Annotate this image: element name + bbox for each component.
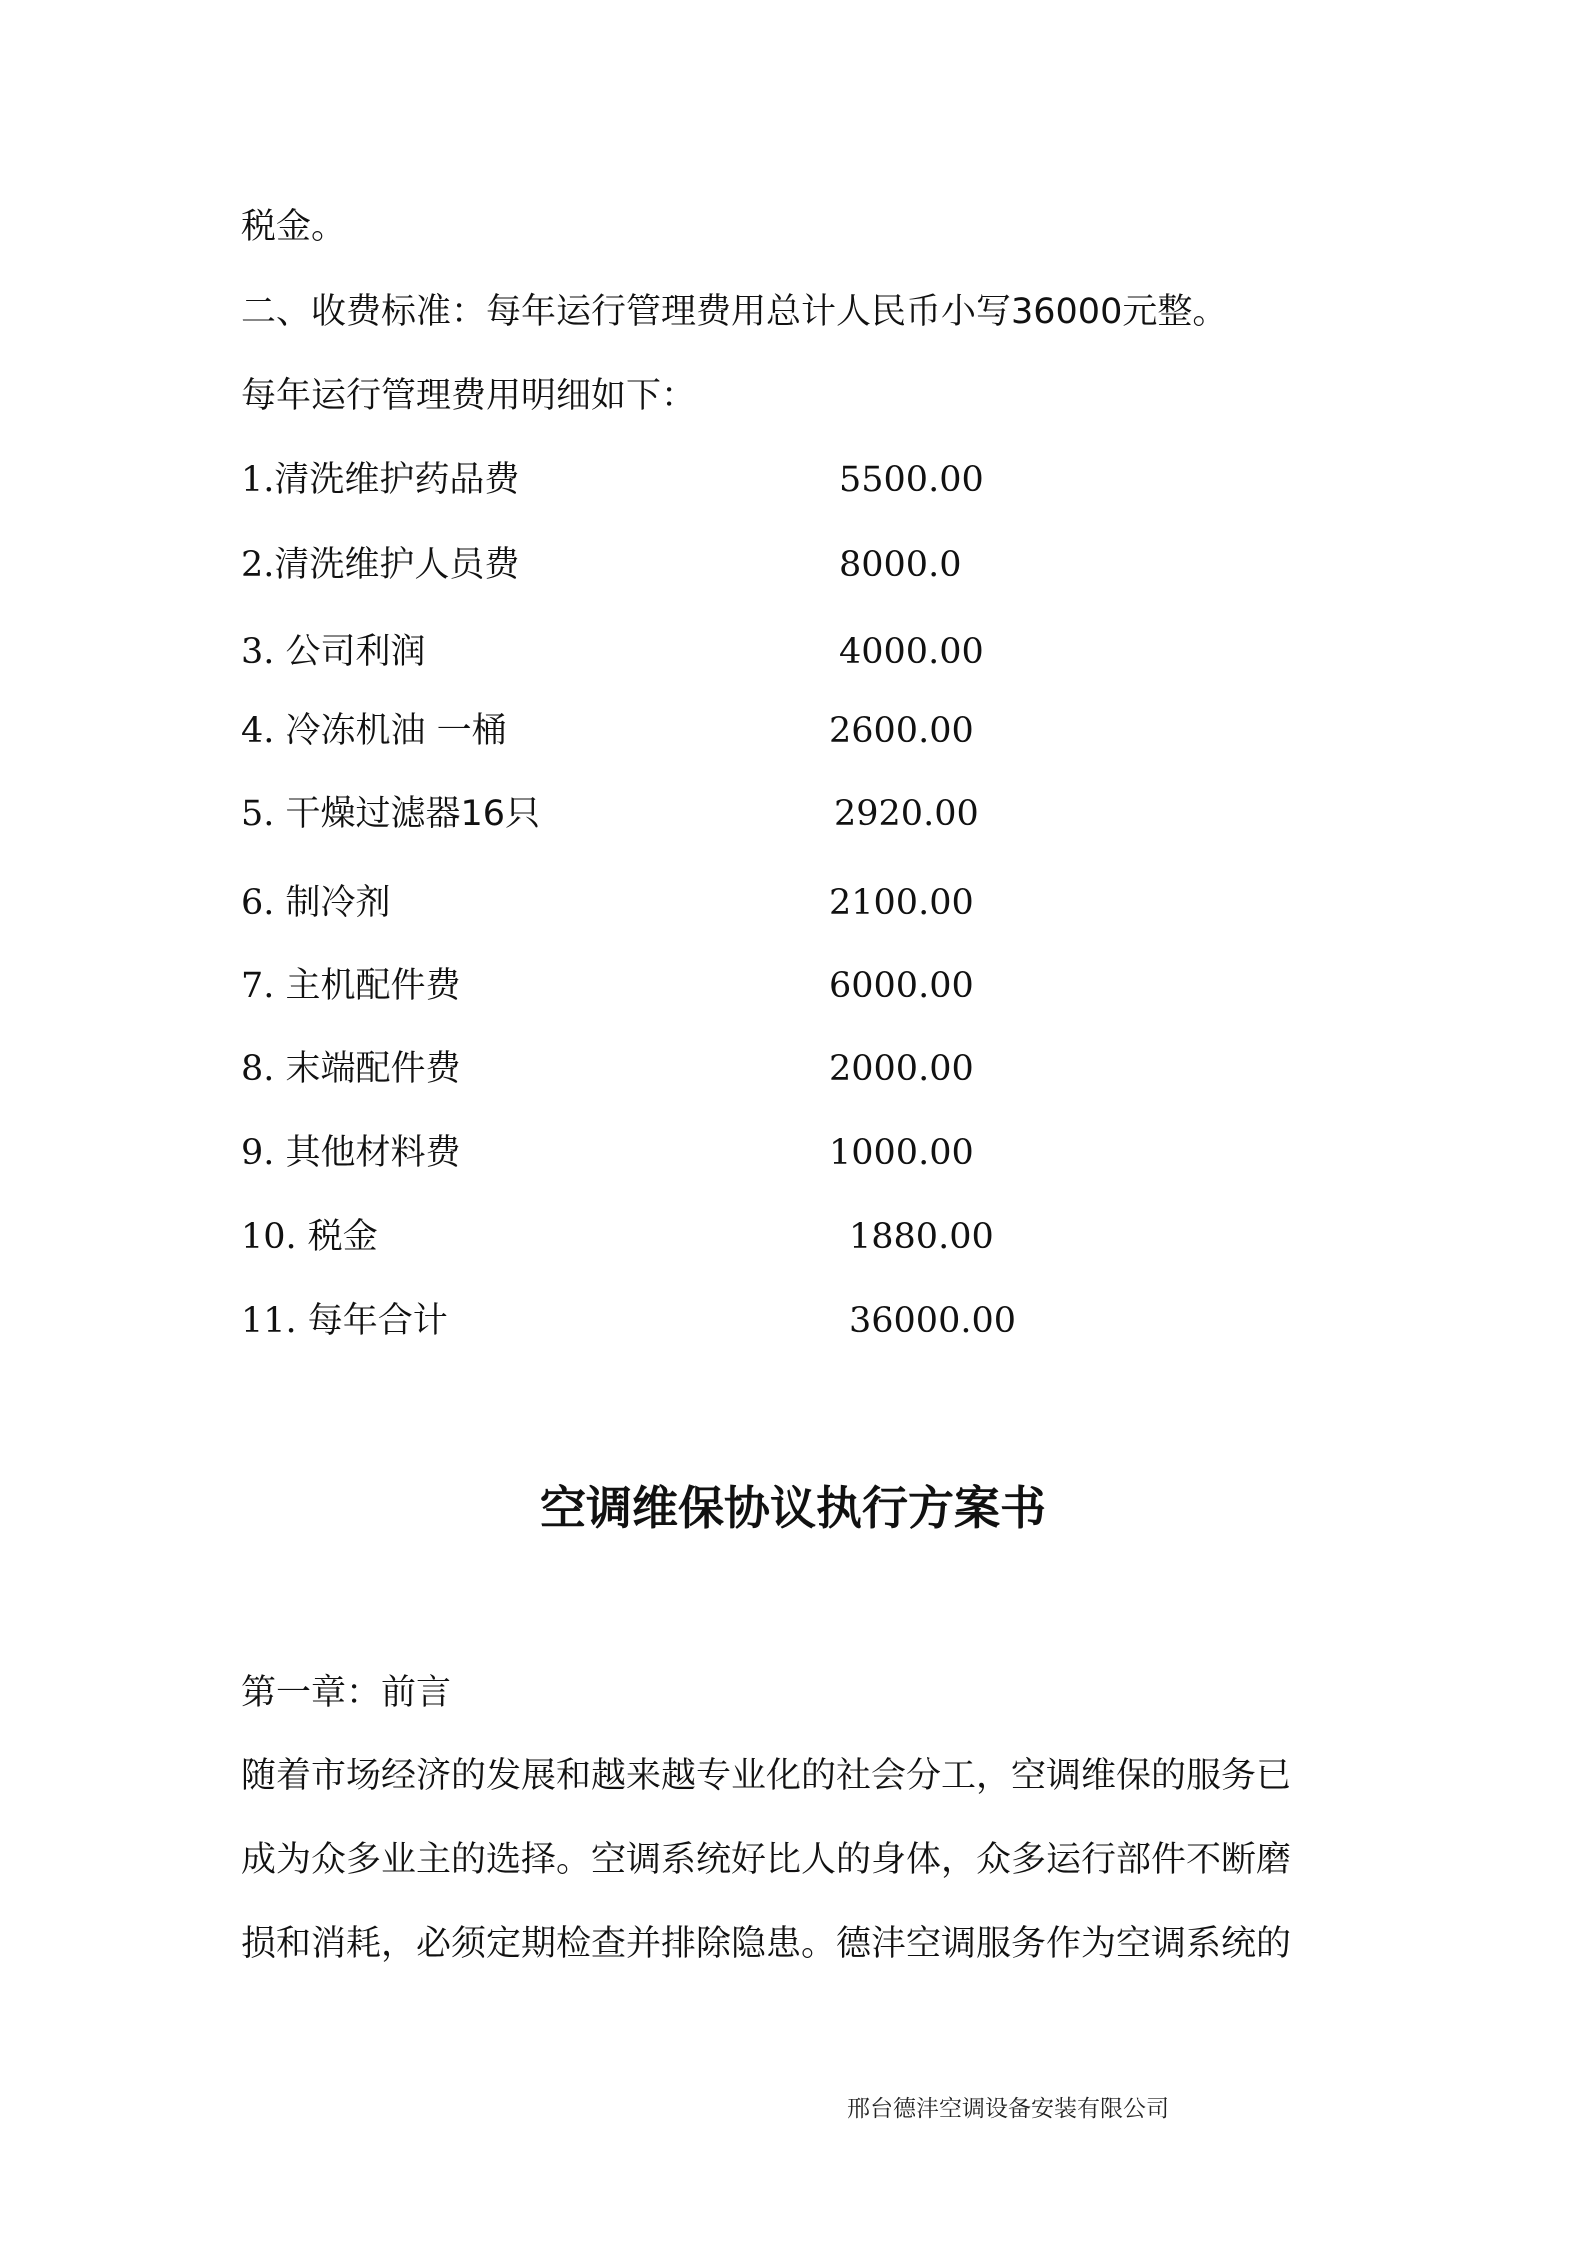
fee-item-number: 7.	[241, 966, 275, 1006]
fee-item-number: 8.	[241, 1049, 275, 1089]
fee-item-name: 其他材料费	[274, 1133, 461, 1173]
fee-item	[241, 792, 540, 836]
fee-item-name: 税金	[296, 1217, 378, 1257]
fee-item	[241, 1215, 378, 1259]
fee-item-number: 9.	[241, 1133, 275, 1173]
fee-item-amount: 2100.00	[829, 883, 974, 923]
fee-item	[241, 1131, 461, 1175]
fee-item-amount: 2000.00	[829, 1049, 974, 1089]
fee-item-name: 末端配件费	[274, 1049, 461, 1089]
tax-line: 税金。	[241, 207, 347, 247]
chapter-heading: 第一章：前言	[241, 1673, 452, 1713]
fee-item	[241, 458, 519, 502]
fee-item-number: 2.	[241, 545, 275, 585]
plan-title: 空调维保协议执行方案书	[540, 1481, 1046, 1535]
fee-item-name: 清洗维护药品费	[274, 460, 520, 500]
fee-detail-heading: 每年运行管理费用明细如下：	[241, 376, 697, 416]
paragraph-line: 成为众多业主的选择。空调系统好比人的身体，众多运行部件不断磨	[241, 1840, 1292, 1880]
fee-item-name: 干燥过滤器16只	[274, 794, 541, 834]
fee-item-name: 每年合计	[296, 1301, 448, 1341]
fee-item-number: 11.	[241, 1301, 297, 1341]
fee-item-amount: 8000.0	[839, 545, 962, 585]
fee-item-name: 清洗维护人员费	[274, 545, 520, 585]
fee-item-number: 3.	[241, 632, 275, 672]
fee-item-amount: 1000.00	[829, 1133, 974, 1173]
fee-item	[241, 1299, 448, 1343]
fee-item-number: 6.	[241, 883, 275, 923]
fee-item-amount: 2920.00	[834, 794, 979, 834]
fee-item	[241, 543, 519, 587]
fee-item-amount: 2600.00	[829, 711, 974, 751]
footer-company-name: 邢台德沣空调设备安装有限公司	[847, 2096, 1169, 2122]
fee-item-amount: 1880.00	[849, 1217, 994, 1257]
fee-item-number: 1.	[241, 460, 275, 500]
paragraph-line: 损和消耗，必须定期检查并排除隐患。德沣空调服务作为空调系统的	[241, 1924, 1292, 1964]
fee-item-number: 5.	[241, 794, 275, 834]
fee-item	[241, 881, 391, 925]
fee-item	[241, 964, 461, 1008]
fee-item	[241, 630, 426, 674]
fee-item-name: 冷冻机油 一桶	[274, 711, 507, 751]
fee-item-name: 主机配件费	[274, 966, 461, 1006]
fee-standard-line: 二、收费标准：每年运行管理费用总计人民币小写36000元整。	[241, 292, 1228, 332]
fee-item-name: 公司利润	[274, 632, 426, 672]
fee-item-amount: 4000.00	[839, 632, 984, 672]
fee-item-number: 4.	[241, 711, 275, 751]
fee-item-name: 制冷剂	[274, 883, 391, 923]
fee-item	[241, 709, 507, 753]
paragraph-line: 随着市场经济的发展和越来越专业化的社会分工，空调维保的服务已	[241, 1756, 1292, 1796]
fee-item-amount: 6000.00	[829, 966, 974, 1006]
fee-item-amount: 36000.00	[849, 1301, 1017, 1341]
fee-item-number: 10.	[241, 1217, 297, 1257]
fee-item-amount: 5500.00	[839, 460, 984, 500]
fee-item	[241, 1047, 461, 1091]
